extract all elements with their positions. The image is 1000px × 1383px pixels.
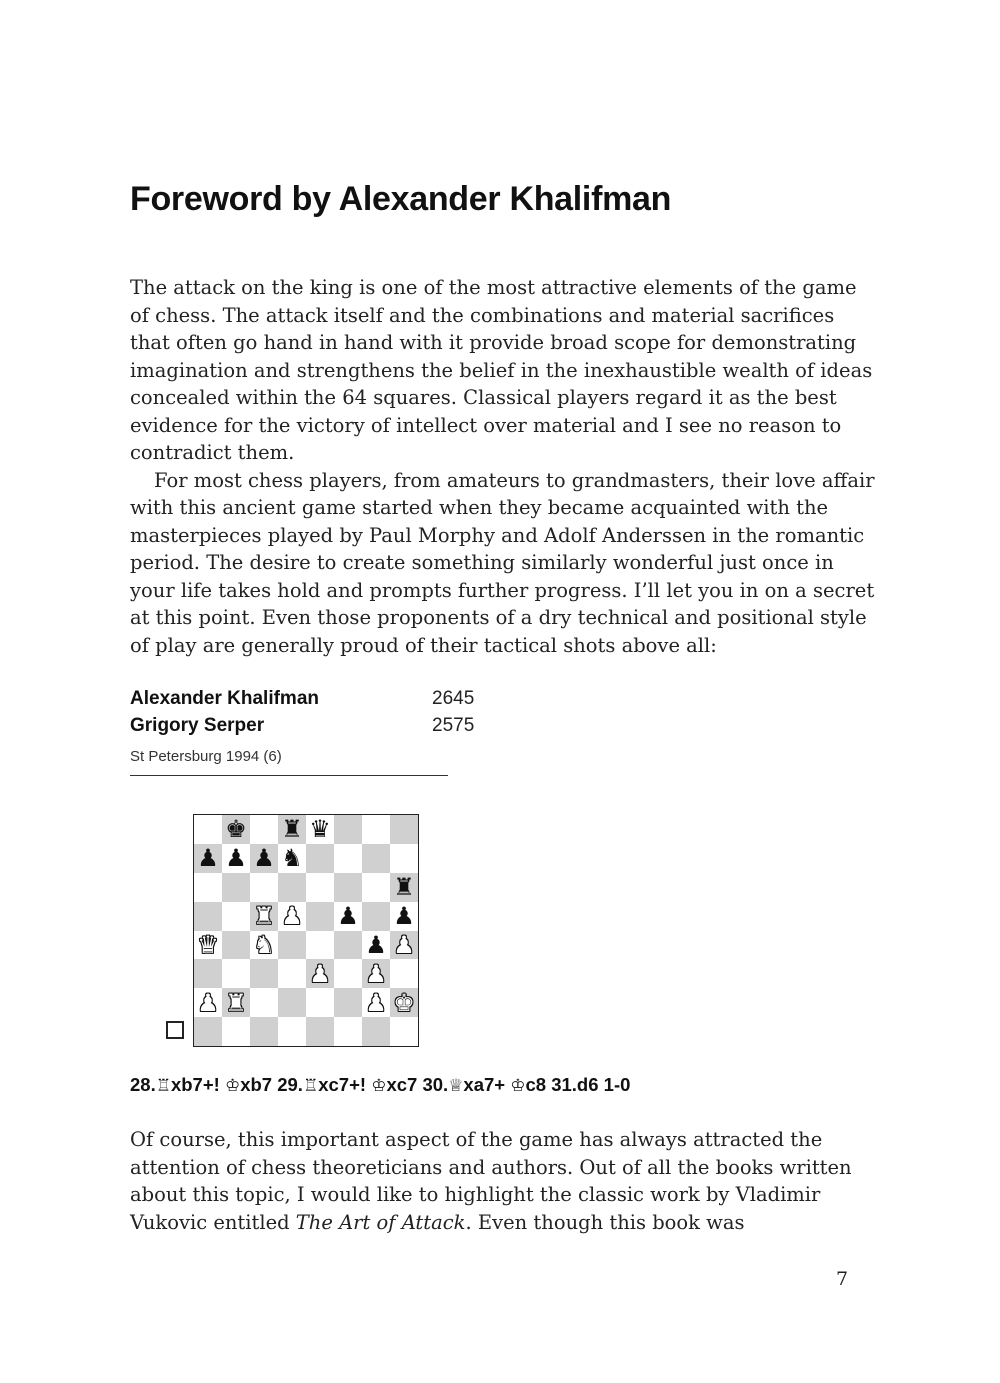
move-text: xc7: [386, 1074, 423, 1095]
move-text: xa7+: [463, 1074, 511, 1095]
black-pawn-icon: ♟: [225, 844, 247, 873]
square-g1: [362, 1017, 390, 1046]
paragraph-text: . Even though this book was: [465, 1210, 745, 1234]
black-player-name: Grigory Serper: [130, 715, 265, 736]
square-c4: [250, 931, 278, 960]
square-e1: [306, 1017, 334, 1046]
square-a4: [194, 931, 222, 960]
black-pawn-icon: ♟: [393, 902, 415, 931]
white-pawn-icon: ♟: [365, 988, 387, 1017]
square-b5: [222, 902, 250, 931]
white-player-row: [130, 688, 490, 715]
white-knight-icon: ♞: [253, 930, 275, 959]
square-d3: [278, 959, 306, 988]
square-d6: [278, 873, 306, 902]
rook-icon: ♖: [302, 1076, 319, 1096]
square-f7: [334, 844, 362, 873]
square-h1: [390, 1017, 418, 1046]
white-player-rating: 2645: [432, 688, 475, 709]
square-b1: [222, 1017, 250, 1046]
white-rook-icon: ♜: [225, 988, 247, 1017]
white-rook-icon: ♜: [253, 902, 275, 931]
move-text: c8 31.d6 1-0: [525, 1074, 631, 1095]
move-number: 30.: [422, 1074, 449, 1095]
move-text: xb7+!: [170, 1074, 225, 1095]
black-pawn-icon: ♟: [337, 902, 359, 931]
game-moves: [130, 1074, 630, 1096]
square-g8: [362, 815, 390, 844]
queen-icon: ♕: [448, 1076, 464, 1096]
square-e4: [306, 931, 334, 960]
square-f6: [334, 873, 362, 902]
square-g2: [362, 988, 390, 1017]
square-b2: [222, 988, 250, 1017]
square-c7: [250, 844, 278, 873]
square-c3: [250, 959, 278, 988]
square-c5: [250, 902, 278, 931]
black-player-rating: 2575: [432, 715, 475, 736]
white-player-name: Alexander Khalifman: [130, 688, 319, 709]
square-g3: [362, 959, 390, 988]
black-pawn-icon: ♟: [365, 930, 387, 959]
square-c1: [250, 1017, 278, 1046]
black-pawn-icon: ♟: [197, 844, 219, 873]
square-d1: [278, 1017, 306, 1046]
square-g7: [362, 844, 390, 873]
intro-text: [130, 274, 875, 659]
square-a6: [194, 873, 222, 902]
square-e8: [306, 815, 334, 844]
square-a1: [194, 1017, 222, 1046]
white-to-move-indicator: [166, 1021, 184, 1039]
square-b3: [222, 959, 250, 988]
square-h4: [390, 931, 418, 960]
book-title: The Art of Attack: [295, 1210, 466, 1234]
move-number: 28.: [130, 1074, 156, 1095]
square-d2: [278, 988, 306, 1017]
black-king-icon: ♚: [225, 815, 247, 844]
square-e6: [306, 873, 334, 902]
paragraph: The attack on the king is one of the most attractive elements of the game of chess. The attack itself and the combinations and material sacrifices that often go hand in hand with it provide broad scope for demonstrating imagination and strengthens the belief in the inexhaustible wealth of ideas concealed within the 64 squares. Classical players regard it as the best evidence for the victory of intellect over material and I see no reason to contradict them.: [130, 276, 873, 464]
divider: [130, 775, 448, 776]
square-d4: [278, 931, 306, 960]
black-rook-icon: ♜: [281, 815, 303, 844]
black-rook-icon: ♜: [393, 873, 415, 902]
square-g5: [362, 902, 390, 931]
square-f3: [334, 959, 362, 988]
move-number: 29.: [277, 1074, 303, 1095]
paragraph-text: Of course, this important aspect of the game has always attracted the attention of chess theoreticians and authors. Out of all the books written about this topic, I would like to highlight the classic work by Vladimir Vukovic entitled: [130, 1128, 852, 1234]
white-pawn-icon: ♟: [393, 930, 415, 959]
square-f1: [334, 1017, 362, 1046]
king-icon: ♔: [510, 1076, 526, 1096]
black-pawn-icon: ♟: [253, 844, 275, 873]
square-h6: [390, 873, 418, 902]
paragraph: For most chess players, from amateurs to grandmasters, their love affair with this ancient game started when they became acquainted with the masterpieces played by Paul Morphy and Adolf Anderssen in the romantic period. The desire to create something similarly wonderful just once in your life takes hold and prompts further progress. I’ll let you in on a secret at this point. Even those proponents of a dry technical and positional style of play are generally proud of their tactical shots above all:: [130, 468, 875, 657]
square-e2: [306, 988, 334, 1017]
black-knight-icon: ♞: [281, 844, 303, 873]
square-h7: [390, 844, 418, 873]
square-f4: [334, 931, 362, 960]
square-f5: [334, 902, 362, 931]
square-e3: [306, 959, 334, 988]
square-h8: [390, 815, 418, 844]
square-d8: [278, 815, 306, 844]
square-g4: [362, 931, 390, 960]
square-b8: [222, 815, 250, 844]
square-f2: [334, 988, 362, 1017]
square-c8: [250, 815, 278, 844]
square-a7: [194, 844, 222, 873]
square-g6: [362, 873, 390, 902]
outro-text: [130, 1126, 875, 1236]
square-e7: [306, 844, 334, 873]
king-icon: ♔: [371, 1076, 387, 1096]
move-text: xc7+!: [318, 1074, 372, 1095]
square-b4: [222, 931, 250, 960]
square-h3: [390, 959, 418, 988]
square-b6: [222, 873, 250, 902]
game-header: [130, 688, 490, 765]
white-pawn-icon: ♟: [197, 988, 219, 1017]
game-event: St Petersburg 1994 (6): [130, 748, 282, 765]
square-h2: [390, 988, 418, 1017]
square-b7: [222, 844, 250, 873]
rook-icon: ♖: [155, 1076, 171, 1096]
square-d7: [278, 844, 306, 873]
square-c2: [250, 988, 278, 1017]
black-player-row: [130, 715, 490, 742]
move-text: xb7: [240, 1074, 278, 1095]
square-a8: [194, 815, 222, 844]
white-queen-icon: ♛: [197, 930, 219, 959]
white-king-icon: ♚: [393, 988, 415, 1017]
black-queen-icon: ♛: [309, 815, 331, 844]
white-pawn-icon: ♟: [309, 959, 331, 988]
square-f8: [334, 815, 362, 844]
square-a5: [194, 902, 222, 931]
square-c6: [250, 873, 278, 902]
page-number: 7: [836, 1268, 849, 1290]
white-pawn-icon: ♟: [281, 902, 303, 931]
square-h5: [390, 902, 418, 931]
square-a2: [194, 988, 222, 1017]
square-e5: [306, 902, 334, 931]
square-a3: [194, 959, 222, 988]
chess-board: [193, 814, 419, 1047]
page-title: Foreword by Alexander Khalifman: [130, 180, 672, 218]
square-d5: [278, 902, 306, 931]
king-icon: ♔: [224, 1076, 241, 1096]
paragraph: [130, 1126, 875, 1236]
white-pawn-icon: ♟: [365, 959, 387, 988]
